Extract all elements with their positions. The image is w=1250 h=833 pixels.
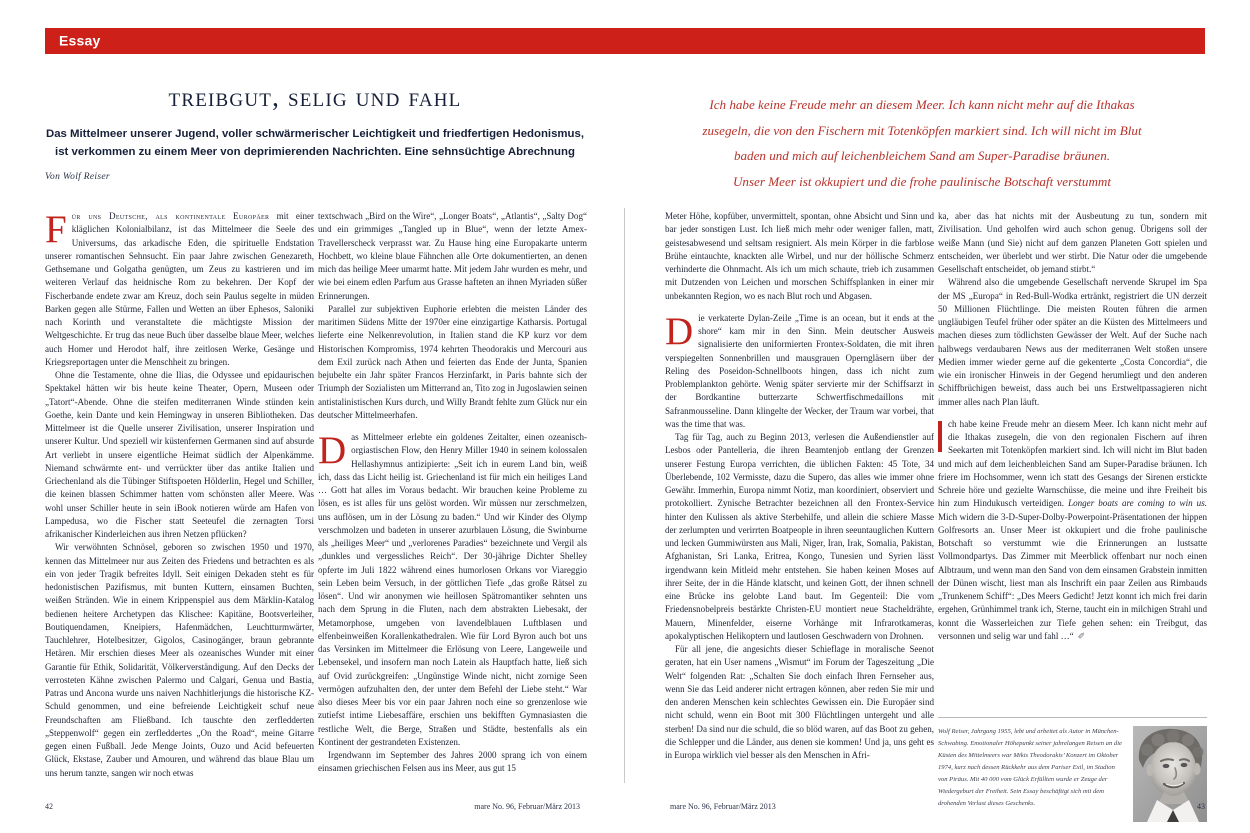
paragraph-2: Ohne die Testamente, ohne die Ilias, die Odyssee und epidaurischen Spektakel hätten wir bis heute keine Theater, Opern, Museen oder „Tatort“-Abende. Ohne die steifen mediterranen Winde stünden kein Goethe, kein Dante und kein Hemingway in unseren Bibliotheken. Das Mittelmeer ist die Quelle unserer Zivilisation, unserer Inspiration und unserer Kultur. Und speziell wir küstenfernen Germanen sind auf absurde Art verliebt in unsere eigentliche Heimat südlich der Alpenkämme. Niemand schwärmte ent- und verrückter über das antike Italien und Griechenland als die Tübinger Stiftspoeten Hölderlin, Hegel und Schiller, die keinen blassen Schimmer hatten vom schönsten aller Meere. Was wohl unser Schiller heute in sein iBook notieren würde am Hafen von Lampedusa, wo die Fischer statt Seeteufel die zernagten Torsi afrikanischer Kinderleichen aus ihren Netzen pflücken? [45, 370, 314, 539]
paragraph-10: Tag für Tag, auch zu Beginn 2013, verlesen die Außendienstler auf Lesbos oder Pantelleria, die ihren Beamtenjob entlang der Grenzen unserer Festung Europa verrichten, die üblichen Fakten: 45 Tote, 34 Überlebende, 102 Vermisste, dazu die Supero, das alles wie immer ohne Gewähr. Immerhin, Europa nimmt Notiz, man koordiniert, observiert und protokolliert. Zynische Betrachter bezeichnen all den Frontex-Service hinter den Kulissen als aktive Sterbehilfe, und allein die schiere Masse der zerlumpten und verirrten Boatpeople in ihren seeuntauglichen Kuttern und lecken Gummiwürsten aus Mali, Niger, Iran, Irak, Somalia, Pakistan, Afghanistan, Sri Lanka, Eritrea, Kongo, Tunesien und Syrien lässt irgendwann kein Mitleid mehr entstehen. Sie haben keinen Moses auf ihrer Seite, der in die Hände klatscht, und keinen Gott, der ihnen schnell eine Brücke ins gelobte Land baut. Im Gegenteil: Die vom Friedensnobelpreis bestärkte Christen-EU montiert neue Stacheldrähte, Mauern, Minenfelder, eiserne Vorhänge mit Infrarotkameras, apokalyptischen Helikoptern und lautlosen Geschwadern von Drohnen. [665, 432, 934, 641]
paragraph-9-text: ie verkaterte Dylan-Zeile „Time is an ocean, but it ends at the shore“ kam mir in den Sinn. Mein deutscher Ausweis signalisierte den uniformierten Frontex-Soldaten, die mit ihren verspiegelten Sonnenbrillen und mausgrauen Operngläsern über der Reling des Poseidon-Schnellboots hingen, dass ich nicht zum Problemplankton gehörte. Wenig später servierte mir der Schiffsarzt in der Bordkantine butterzarte Schwertfischmedaillons mit Safranmousseline. Dann klingelte der Wecker, der Traum war vorbei, that was the time that was. [665, 312, 934, 429]
paragraph-11: Für all jene, die angesichts dieser Schieflage in moralische Seenot geraten, hat ein User namens „Wismut“ im Forum der Tageszeitung „Die Welt“ folgenden Rat: „Schalten Sie doch einfach Ihren Fernseher aus, wenn Sie das Leid anderer nicht ertragen können, aber reden Sie mir und den anderen Menschen kein schlechtes Gewissen ein. Die Europäer sind nicht schuld, wenn ein Boot mit 300 Flüchtlingen untergeht und alle sterben! Da sind nur die schuld, die so blöd waren, auf das Boot zu gehen, die Schlepper und die Länder, aus denen sie kommen! Und ja, uns geht es in Europa wirklich viel besser als den Menschen in Afri- [665, 644, 934, 760]
author-bio-text: Wolf Reiser, Jahrgang 1955, lebt und arbeitet als Autor in München-Schwabing. Emotionaler Höhepunkt seiner jahrelangen Reisen an die Küsten des Mittelmeers war Mikis Theodorakis’ Konzert im Oktober 1974, kurz nach dessen Rückkehr aus dem Pariser Exil, im Stadion von Piräus. Mit 40 000 vom Glück Erfüllten wurde er Zeuge der Wiedergeburt der Freiheit. Sein Essay beschäftigt sich mit dem drohenden Verlust dieses Geschenks. [938, 728, 1122, 807]
drop-cap-d-2: D [665, 309, 694, 353]
pull-quote-line-2: zusegeln, die von den Fischern mit Totenköpfen markiert sind. Ich will nicht im Blut [702, 122, 1142, 138]
pull-quote [648, 92, 1196, 194]
pull-quote-line-1: Ich habe keine Freude mehr an diesem Meer. Ich kann nicht mehr auf die Ithakas [709, 97, 1135, 112]
pull-quote-line-3: baden und mich auf leichenbleichem Sand am Super-Paradise bräunen. [733, 148, 1111, 164]
folio-source-right: mare No. 96, Februar/März 2013 [670, 802, 776, 811]
drop-cap-f: F [45, 208, 67, 251]
deck-line-2: ist verkommen zu einem Meer von deprimierenden Nachrichten. Eine sehnsüchtige Abrechnung [55, 145, 575, 158]
folio-source-left: mare No. 96, Februar/März 2013 [474, 802, 580, 811]
author-bio-box [938, 726, 1207, 822]
paragraph-14-italic-quote: Longer boats are coming to win us. [1068, 498, 1207, 509]
author-portrait-photo [1133, 726, 1207, 822]
paragraph-13: Während also die umgebende Gesellschaft nervende Skrupel im Spa der MS „Europa“ in Red-Bull-Wodka ertränkt, registriert die UN derzeit 50 Millionen Flüchtlinge. Die meisten Routen führen die armen ungläubigen Teufel früher oder später an die Küsten des Mittelmeers und machen dieses zum tödlichsten Gewässer der Welt. Auf der Suche nach halbwegs verdaubaren News aus der mediterranen Welt stoßen unsere Medien immer wieder gerne auf die gekenterte „Costa Concordia“, die wie ein ironischer Hinweis in der Gegend herumliegt und den anderen Schiffbrüchigen beweist, dass auch bei uns Erstweltpassagieren nicht immer alles nach Plan läuft. [938, 277, 1207, 407]
paragraph-1-text: mit einer kläglichen Kolonialbilanz, ist das Mittelmeer die Seele des Universums, das arkadische Eden, die spirituelle Endstation unserer romantischen Sehnsucht. Ein paar Jahre zwischen Genezareth, Gethsemane und Golgatha genügten, um Zeus zu kastrieren und im weiteren Verlauf das heidnische Rom zu bekehren. Der Kopf der Fischerbande endete zwar am Kreuz, doch sein Paulus segelte in müden Barken gegen alle Stürme, Fallen und Wetten an über Ephesos, Saloniki nach Korinth und veranstaltete die mächtigste Mission der Weltgeschichte. Er trug das neue Buch über dasselbe blaue Meer, welches auch Homer und Herodot half, ihre zeitlosen Werke, Gesänge und Kriegsreportagen unter die Menschheit zu bringen. [45, 211, 314, 367]
paragraph-4: textschwach „Bird on the Wire“, „Longer Boats“, „Atlantis“, „Salty Dog“ und ein grimmiges „Tangled up in Blue“, wenn der letzte Amex-Travellerscheck verprasst war. Zu Hause hing eine Europakarte unterm Hochbett, wo kleine blaue Fähnchen alle Orte dokumentierten, an denen mich das heilige Meer umarmt hatte. Mit jedem Jahr wurden es mehr, und wie bei einem edlen Parfum aus Grasse hafteten an ihnen Myriaden süßer Erinnerungen. [318, 211, 587, 301]
folio-page-number-right: 43 [1197, 802, 1205, 811]
paragraph-8: Meter Höhe, kopfüber, unvermittelt, spontan, ohne Absicht und Sinn und bar jeder sonstigen Lust. Ich ließ mich mehr oder weniger fallen, matt, geistesabwesend und seltsam resigniert. Als mein Körper in die farblose Brühe eintauchte, knackten alle Wirbel, und nur der höllische Schmerz verhinderte die Ohnmacht. Als ich um mich schaute, trieb ich zusammen mit Dutzenden von Leichen und morschen Schiffsplanken in einer mir unbekannten Region, wo es nach Blut roch und Abgasen. [665, 211, 934, 301]
paragraph-6-text: as Mittelmeer erlebte ein goldenes Zeitalter, einen ozeanisch-orgiastischen Flow, den Henry Miller 1940 in seinem kolossalen Hellashymnus antizipierte: „Seit ich in eurem Land bin, weiß ich, dass das Licht heilig ist. Griechenland ist für mich ein heiliges Land … Gott hat alles im Voraus bedacht. Wir brauchen keine Probleme zu lösen, es ist alles für uns gelöst worden. Wir müssen nur zerschmelzen, uns auflösen, um in der Lösung zu baden.“ Und wir Kinder des Olymp verschmolzen und badeten in unserer azurblauen Lösung, die Swinburne als „heiliges Meer“ und „verlorenes Paradies“ bezeichnete und Vergil als „dunkles und vergessliches Reich“. Der 30-jährige Dichter Shelley opferte im Juli 1822 während eines humorlosen Orkans vor Viareggio sein Leben beim Versuch, in der göttlichen Tiefe „das große Rätsel zu lösen“. Und wir anonymen wie heillosen Spätromantiker sehnten uns nach dem Sprung in die Fluten, nach dem abstrakten Liebesakt, der Metamorphose, umgeben von lavendelblauen Luftblasen und elfenbeinweißen Korallenkathedralen. Wie für Lord Byron auch bot uns das Versinken im Mittelmeer die Erlösung von Leere, Langeweile und Lebensekel, und insofern man noch Latein als Hauptfach hatte, ließ sich auf Ovid zurückgreifen: „Ungünstige Winde nicht, nicht zornige Seen vermögen aufzuhalten den, der unter dem Befehl der Liebe steht.“ War also dieses Meer bis vor ein paar Jahren noch eine so grenzenlose wie zutiefst intime Liebesaffäre, erschien uns bekifften Gymnasiasten die restliche Welt, die Berge, Straßen und Städte, bestenfalls als ein Kontinent der gestrandeten Existenzen. [318, 432, 587, 747]
paragraph-12: ka, aber das hat nichts mit der Ausbeutung zu tun, sondern mit Zivilisation. Und geholfen wird auch schon genug. Übrigens soll der weiße Mann (und Sie) nicht auf dem ganzen Planeten Gott spielen und entscheiden, wer überlebt und wer stirbt. Die Natur oder die umgebende Gesellschaft entscheidet, ob jemand stirbt.“ [938, 211, 1207, 274]
banner-label: Essay [59, 32, 101, 49]
paragraph-14-part-b: Mich widern die 3-D-Super-Dolby-Powerpoint-Präsentationen der hippen Golfresorts an. Unser Meer ist okkupiert und die frohe paulinische Botschaft so verstummt wie die Erinnerungen an lustsatte Vollmondpartys. Das Zimmer mit Meerblick offenbart nur noch einen Albtraum, und wenn man den Sand von dem einsamen Grabstein inmitten der Dünen wischt, liest man als Inschrift ein paar Zeilen aus Rimbauds „Trunkenem Schiff“: „Des Meers Gedicht! Jetzt konnt ich mich frei darin ergehen, Grünhimmel trank ich, Sterne, taucht ein in milchigen Strahl und konnt die Wasserleichen zur Tiefe gehen sehen: ein Treibgut, das versonnen und selig war und fahl …“ [938, 511, 1207, 641]
text-column-2 [318, 210, 587, 782]
headline-block [45, 82, 585, 161]
paragraph-3: Wir verwöhnten Schnösel, geboren so zwischen 1950 und 1970, kennen das Mittelmeer nur aus Zeiten des Friedens und betrachten es als ein von jeder Tragik befreites Idyll. Seit einigen Dekaden steht es für hedonistischen Pazifismus, mit bunten Kuttern, einsamen Buchten, weißen Stränden. Wie in einem Krippenspiel aus dem Märklin-Katalog bedienen heitere Archetypen das Klischee: Kapitäne, Bootsverleiher, Boutiquendamen, Kneipiers, Hafenmädchen, Leuchtturmwärter, Tauchlehrer, Hotelbesitzer, Gigolos, Casinogänger, braun gebrannte Hetären. Mir erschien dieses Meer als ozeanisches Wunder mit einer Garantie für Ethik, Solidarität, Völkerverständigung. Auf den Decks der verrosteten Kähne zwischen Palermo und Calgari, Genua und Bastia, Patras und Ancona wurde uns naiven Nachhitlerjungs die historische KZ-Schuld genommen, und eine befreiende Leichtigkeit schuf neue Freundschaften am Fließband. Ich tauschte den zerfledderten „Steppenwolf“ gegen ein zerfleddertes „On the Road“, meine Gitarre gegen einen Fußball. Jede Menge Joints, Ouzo und Acid befeuerten Glück, Ekstase, Zauber und Amouren, und während das blaue Blau um uns herum tanzte, sangen wir noch etwas [45, 542, 314, 778]
drop-cap-d-1: D [318, 429, 347, 472]
page-title: treibgut, selig und fahl [168, 82, 462, 112]
paragraph-9 [665, 309, 934, 431]
text-column-1 [45, 210, 314, 782]
text-column-3 [665, 210, 934, 782]
pull-quote-line-4: Unser Meer ist okkupiert und die frohe paulinische Botschaft verstummt [732, 173, 1112, 189]
lead-smallcaps: ür uns Deutsche, als kontinentale Europäer [71, 211, 270, 221]
paragraph-1 [45, 210, 314, 369]
paragraph-5: Parallel zur subjektiven Euphorie erlebten die meisten Länder des maritimen Südens Mitte der 1970er eine einzigartige Katharsis. Portugal lieferte eine Nelkenrevolution, in Italien stand die KP kurz vor dem Historischen Kompromiss, 1974 kehrten Theodorakis und Mercouri aus dem Exil zurück nach Athen und feierten das Ende der Junta, Spanien bejubelte ein Jahr später Francos Herzinfarkt, in Paris bahnte sich der Triumph der Sozialisten um Mitterrand an, Tito zog in Jugoslawien seinen antistalinistischen Kurs durch, und Willy Brandt fehlte zum Glück nur ein deutscher Mittelmeerhafen. [318, 303, 587, 420]
bio-divider [938, 717, 1207, 718]
right-page [625, 0, 1250, 833]
deck-line-1: Das Mittelmeer unserer Jugend, voller schwärmerischer Leichtigkeit und friedfertigen Hedonismus, [45, 128, 585, 140]
folio-page-number-left: 42 [45, 802, 53, 811]
end-mark-icon: ✐ [1077, 630, 1086, 641]
drop-cap-i-bar [938, 421, 942, 452]
paragraph-14 [938, 418, 1207, 643]
paragraph-6 [318, 431, 587, 749]
text-column-4 [938, 210, 1207, 708]
paragraph-14-part-a: ch habe keine Freude mehr an diesem Meer. Ich kann nicht mehr auf die Ithakas zusegeln, die von den regionalen Fischern auf ihren Seekarten mit Totenköpfen markiert sind. Ich will nicht im Blut baden und mich auf dem leichenbleichen Sand am Super-Paradise bräunen. Ich friere im Hochsommer, wenn ich statt des Gesangs der Sirenen erstickte Schreie höre und gezielte Warnschüsse, die meine und ihre Freiheit bis hin zum Hindukusch verteidigen. [938, 418, 1207, 509]
paragraph-7: Irgendwann im September des Jahres 2000 sprang ich von einem einsamen griechischen Felsen aus ins Meer, aus gut 15 [318, 750, 587, 774]
byline: Von Wolf Reiser [45, 172, 110, 182]
